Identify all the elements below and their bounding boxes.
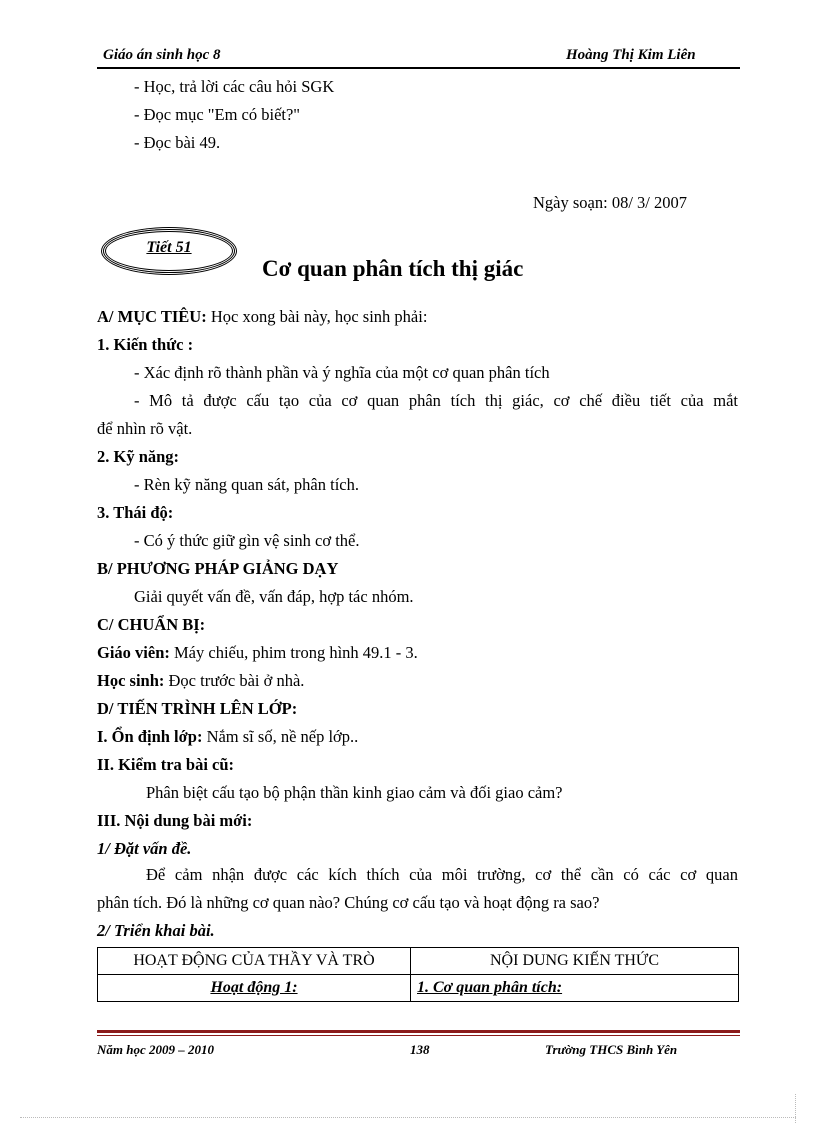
student-text: Đọc trước bài ở nhà. [164, 671, 305, 690]
page-corner-dotted [795, 1094, 796, 1123]
lesson-badge [103, 229, 235, 273]
teacher-label: Giáo viên: [97, 643, 170, 662]
table-header-cell: NỘI DUNG KIẾN THỨC [411, 948, 739, 975]
footer-rule-thin [97, 1035, 740, 1036]
activity-1-label: Hoạt động 1: [210, 979, 298, 996]
student-line [97, 670, 304, 692]
list-item: - Đọc bài 49. [134, 133, 221, 152]
attitude-heading: 3. Thái độ: [97, 503, 174, 522]
methods-text: Giải quyết vấn đề, vấn đáp, hợp tác nhóm. [134, 587, 414, 606]
student-label: Học sinh: [97, 671, 165, 690]
review-heading: II. Kiểm tra bài cũ: [97, 755, 235, 774]
teacher-line [97, 642, 418, 664]
list-item: - Học, trả lời các câu hỏi SGK [134, 77, 335, 96]
deploy-heading: 2/ Triển khai bài. [97, 921, 215, 940]
lesson-title: Cơ quan phân tích thị giác [262, 256, 524, 281]
list-item: - Đọc mục "Em có biết?" [134, 105, 301, 124]
objectives-intro: Học xong bài này, học sinh phải: [206, 307, 428, 326]
preparation-heading: C/ CHUẨN BỊ: [97, 615, 206, 634]
table-row [98, 975, 739, 1002]
stabilize-text: Nắm sĩ số, nề nếp lớp.. [202, 727, 359, 746]
knowledge-heading: 1. Kiến thức : [97, 335, 194, 354]
attitude-item-1: - Có ý thức giữ gìn vệ sinh cơ thể. [134, 531, 360, 550]
footer-right: Trường THCS Bình Yên [545, 1042, 678, 1057]
teacher-text: Máy chiếu, phim trong hình 49.1 - 3. [169, 643, 418, 662]
header-left: Giáo án sinh học 8 [103, 47, 221, 63]
skills-item-1: - Rèn kỹ năng quan sát, phân tích. [134, 475, 359, 494]
intro-paragraph-line-2: phân tích. Đó là những cơ quan nào? Chúng cơ cấu tạo và hoạt động ra sao? [97, 893, 600, 912]
table-cell [98, 975, 411, 1002]
footer-left: Năm học 2009 – 2010 [97, 1042, 214, 1057]
new-lesson-heading: III. Nội dung bài mới: [97, 811, 253, 830]
footer-rule [97, 1030, 740, 1033]
page-edge-dotted [20, 1117, 796, 1118]
lesson-label: Tiết 51 [146, 239, 192, 256]
problem-heading: 1/ Đặt vấn đề. [97, 839, 192, 858]
page-number: 138 [410, 1042, 430, 1057]
objectives-heading: A/ MỤC TIÊU: [97, 307, 207, 326]
header-rule [97, 67, 740, 69]
table-cell [411, 975, 739, 1002]
content-1-label: 1. Cơ quan phân tích: [417, 979, 563, 996]
knowledge-item-2-cont: để nhìn rõ vật. [97, 419, 193, 438]
knowledge-item-1: - Xác định rõ thành phần và ý nghĩa của một cơ quan phân tích [134, 363, 550, 382]
skills-heading: 2. Kỹ năng: [97, 447, 180, 466]
stabilize-label: I. Ổn định lớp: [97, 727, 203, 746]
objectives-line [97, 306, 427, 328]
methods-heading: B/ PHƯƠNG PHÁP GIẢNG DẠY [97, 559, 339, 578]
header-right: Hoàng Thị Kim Liên [566, 47, 696, 63]
table-header-cell: HOẠT ĐỘNG CỦA THẦY VÀ TRÒ [98, 948, 411, 975]
intro-paragraph-line-1: Để cảm nhận được các kích thích của môi trường, cơ thể cần có các cơ quan [146, 865, 738, 884]
process-heading: D/ TIẾN TRÌNH LÊN LỚP: [97, 699, 298, 718]
table-header-row [98, 948, 739, 975]
review-question: Phân biệt cấu tạo bộ phận thần kinh giao cảm và đối giao cảm? [146, 783, 563, 802]
stabilize-line [97, 726, 358, 748]
prep-date: Ngày soạn: 08/ 3/ 2007 [533, 193, 687, 212]
activity-table [97, 947, 739, 1002]
knowledge-item-2: - Mô tả được cấu tạo của cơ quan phân tích thị giác, cơ chế điều tiết của mắt [134, 391, 738, 410]
